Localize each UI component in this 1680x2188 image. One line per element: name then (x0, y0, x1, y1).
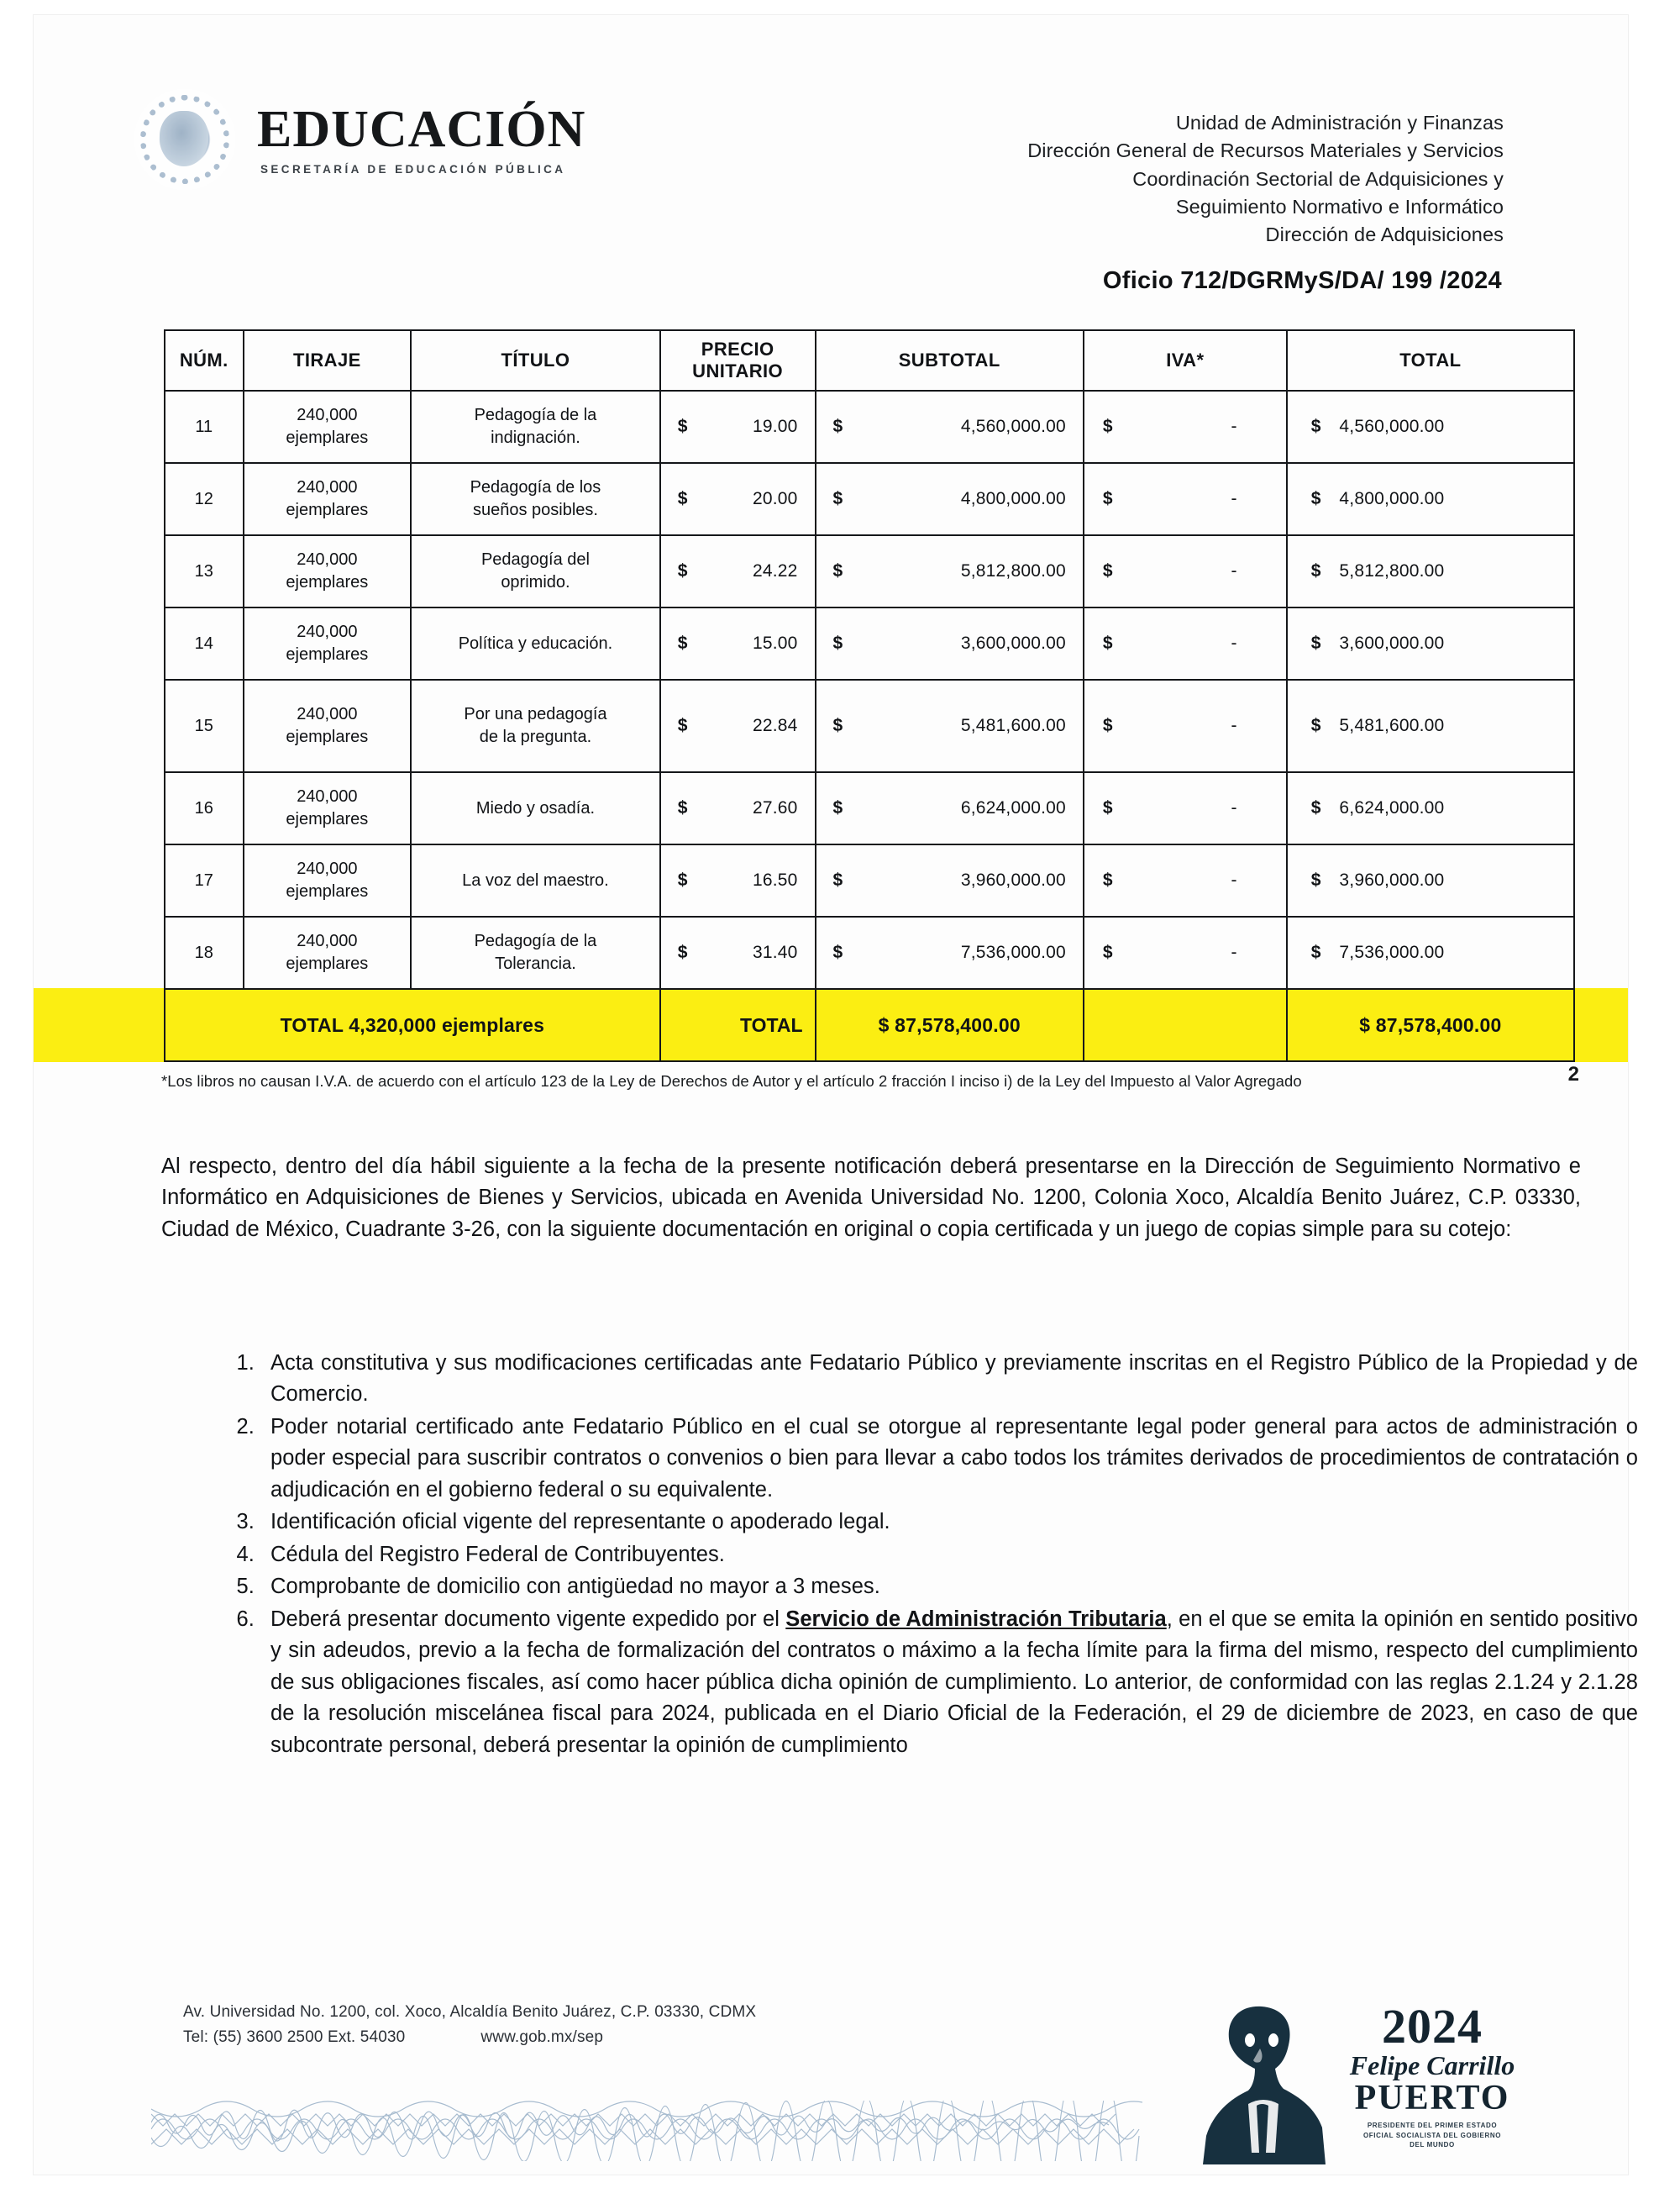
precio-value: 24.22 (752, 561, 798, 581)
sat-prefix: Deberá presentar documento vigente expedido por el (270, 1607, 786, 1631)
cell-titulo (411, 844, 660, 917)
totals-iva (1084, 989, 1287, 1061)
tiraje-qty: 240,000 (297, 406, 358, 424)
cell-num: 14 (165, 607, 244, 680)
cell-iva (1084, 607, 1287, 680)
iva-value: - (1231, 417, 1237, 436)
cell-subtotal (816, 844, 1084, 917)
currency-symbol: $ (677, 561, 688, 581)
tiraje-unit: ejemplares (286, 501, 369, 519)
cell-subtotal (816, 535, 1084, 607)
subtotal-value: 3,600,000.00 (960, 634, 1066, 653)
paper-sheet (34, 15, 1639, 2175)
unit-line-5: Dirección de Adquisiciones (1265, 224, 1504, 246)
cell-subtotal (816, 772, 1084, 844)
currency-symbol: $ (832, 634, 843, 653)
cell-precio-unitario (660, 772, 816, 844)
cell-iva (1084, 917, 1287, 989)
currency-symbol: $ (677, 716, 688, 735)
logo-name: Felipe Carrillo (1349, 2050, 1515, 2081)
cell-num: 18 (165, 917, 244, 989)
document-header (34, 66, 1628, 250)
titulo-line-1: Miedo y osadía. (475, 798, 596, 818)
currency-symbol: $ (1102, 634, 1113, 653)
cell-titulo (411, 917, 660, 989)
decorative-pattern-band (151, 2101, 1142, 2161)
cell-tiraje (244, 680, 412, 772)
cell-titulo (411, 391, 660, 463)
currency-symbol: $ (1310, 716, 1321, 735)
cell-titulo (411, 607, 660, 680)
table-row (165, 917, 1574, 989)
logo-tagline-line-1: PRESIDENTE DEL PRIMER ESTADO (1367, 2122, 1498, 2130)
cell-num: 11 (165, 391, 244, 463)
col-header-subtotal: SUBTOTAL (816, 330, 1084, 391)
list-item-sat (260, 1604, 1638, 1761)
unit-line-2: Dirección General de Recursos Materiales y Servicios (1027, 139, 1504, 162)
body-paragraph: Al respecto, dentro del día hábil siguiente a la fecha de la presente notificación deberá presentarse en la Dirección de Seguimiento Normativo e Informático en Adquisiciones de Bienes y Servicios, ubicada en Avenida Universidad No. 1200, Colonia Xoco, Alcaldía Benito Juárez, C.P. 03330, Ciudad de México, Cuadrante 3-26, con la siguiente documentación en original o copia certificada y un juego de copias simple para su cotejo: (161, 1154, 1581, 1241)
total-value: 5,481,600.00 (1339, 716, 1445, 735)
total-value: 6,624,000.00 (1339, 798, 1445, 818)
table-header-row (165, 330, 1574, 391)
cell-total (1287, 607, 1574, 680)
currency-symbol: $ (1310, 417, 1321, 436)
iva-value: - (1231, 870, 1237, 890)
cell-tiraje (244, 917, 412, 989)
precio-value: 31.40 (752, 943, 798, 962)
logo-tagline-line-2: OFICIAL SOCIALISTA DEL GOBIERNO (1362, 2131, 1502, 2139)
mexican-coat-of-arms-seal-icon (134, 89, 235, 190)
titulo-line-1: Pedagogía de los (470, 478, 601, 497)
iva-value: - (1231, 489, 1237, 508)
list-item: 1. Acta constitutiva y sus modificaciones certificadas ante Fedatario Público y previamente inscritas en el Registro Público de la Propiedad y de Comercio. (260, 1348, 1638, 1411)
precio-value: 19.00 (752, 417, 798, 436)
sep-branding (134, 89, 585, 190)
currency-symbol: $ (1310, 870, 1321, 890)
cell-iva (1084, 844, 1287, 917)
currency-symbol: $ (1102, 870, 1113, 890)
cell-iva (1084, 772, 1287, 844)
felipe-carrillo-portrait-icon (1201, 1996, 1327, 2164)
cell-tiraje (244, 391, 412, 463)
iva-value: - (1231, 798, 1237, 818)
cell-subtotal (816, 607, 1084, 680)
iva-value: - (1231, 561, 1237, 581)
cell-total (1287, 772, 1574, 844)
total-value: 3,600,000.00 (1339, 634, 1445, 653)
col-header-iva: IVA* (1084, 330, 1287, 391)
col-header-precio-unitario (660, 330, 816, 391)
titulo-line-1: Política y educación. (458, 634, 613, 653)
cell-tiraje (244, 772, 412, 844)
cell-total (1287, 463, 1574, 535)
iva-value: - (1231, 634, 1237, 653)
currency-symbol: $ (1102, 489, 1113, 508)
cell-total (1287, 680, 1574, 772)
logo-tagline-line-3: DEL MUNDO (1410, 2141, 1455, 2149)
footer-website[interactable]: www.gob.mx/sep (480, 2028, 604, 2047)
brand-title: EDUCACIÓN (257, 101, 586, 158)
cell-iva (1084, 463, 1287, 535)
table-row (165, 772, 1574, 844)
currency-symbol: $ (832, 417, 843, 436)
table-row (165, 680, 1574, 772)
titulo-line-2: de la pregunta. (479, 728, 592, 746)
subtotal-value: 6,624,000.00 (960, 798, 1066, 818)
titulo-line-1: Por una pedagogía (464, 705, 607, 723)
oficio-number: Oficio 712/DGRMyS/DA/ 199 /2024 (1102, 267, 1502, 294)
subtotal-value: 4,800,000.00 (960, 489, 1066, 508)
precio-line-2: UNITARIO (692, 360, 784, 381)
unit-line-1: Unidad de Administración y Finanzas (1175, 112, 1504, 134)
iva-value: - (1231, 943, 1237, 962)
titulo-line-1: Pedagogía del (480, 550, 590, 569)
table-row (165, 463, 1574, 535)
precio-value: 22.84 (752, 716, 798, 735)
currency-symbol: $ (1102, 716, 1113, 735)
unit-line-3: Coordinación Sectorial de Adquisiciones y (1132, 167, 1504, 190)
titulo-line-2: indignación. (491, 429, 580, 447)
currency-symbol: $ (677, 798, 688, 818)
currency-symbol: $ (1102, 798, 1113, 818)
table-row (165, 607, 1574, 680)
cell-num: 17 (165, 844, 244, 917)
totals-row (165, 989, 1574, 1061)
tiraje-qty: 240,000 (297, 705, 358, 723)
currency-symbol: $ (1102, 417, 1113, 436)
cell-precio-unitario (660, 463, 816, 535)
tiraje-unit: ejemplares (286, 573, 369, 592)
cell-subtotal (816, 463, 1084, 535)
cell-num: 16 (165, 772, 244, 844)
titulo-line-2: oprimido. (501, 573, 570, 592)
currency-symbol: $ (677, 943, 688, 962)
iva-value: - (1231, 716, 1237, 735)
totals-label: TOTAL 4,320,000 ejemplares (165, 989, 660, 1061)
currency-symbol: $ (677, 634, 688, 653)
list-item: 5. Comprobante de domicilio con antigüedad no mayor a 3 meses. (260, 1571, 1638, 1602)
currency-symbol: $ (1310, 489, 1321, 508)
titulo-line-2: sueños posibles. (472, 501, 598, 519)
cell-iva (1084, 391, 1287, 463)
cell-precio-unitario (660, 535, 816, 607)
sat-suffix: , en el que se emita la opinión en sentido positivo y sin adeudos, previo a la fecha de formalización del contratos o máximo a la fecha límite para la firma del mismo, respecto del cumplimiento de sus obligaciones fiscales, así como hacer pública dicha opinión de cumplimiento. Lo anterior, de conformidad con las reglas 2.1.24 y 2.1.28 de la resolución miscelánea fiscal para 2024, publicada en el Diario Oficial de la Federación, el 29 de diciembre de 2023, en caso de que subcontrate personal, deberá presentar la opinión de cumplimiento (270, 1607, 1639, 1757)
currency-symbol: $ (1310, 798, 1321, 818)
totals-total: $ 87,578,400.00 (1287, 989, 1574, 1061)
currency-symbol: $ (832, 489, 843, 508)
cell-total (1287, 917, 1574, 989)
subtotal-value: 7,536,000.00 (960, 943, 1066, 962)
cell-total (1287, 844, 1574, 917)
tiraje-qty: 240,000 (297, 860, 358, 878)
tiraje-qty: 240,000 (297, 550, 358, 569)
tiraje-qty: 240,000 (297, 623, 358, 641)
tiraje-qty: 240,000 (297, 478, 358, 497)
logo-year: 2024 (1382, 1999, 1483, 2054)
cell-tiraje (244, 607, 412, 680)
logo-text-block (1327, 1999, 1537, 2150)
items-table (164, 329, 1575, 1062)
cell-total (1287, 535, 1574, 607)
currency-symbol: $ (677, 417, 688, 436)
currency-symbol: $ (832, 870, 843, 890)
col-header-total: TOTAL (1287, 330, 1574, 391)
total-value: 4,560,000.00 (1339, 417, 1445, 436)
precio-value: 15.00 (752, 634, 798, 653)
precio-value: 20.00 (752, 489, 798, 508)
logo-surname: PUERTO (1354, 2079, 1510, 2118)
list-item: 2. Poder notarial certificado ante Fedatario Público en el cual se otorgue al representante legal poder general para actos de administración o poder especial para suscribir contratos o convenios o bien para llevar a cabo todos los trámites derivados de procedimientos de contratación o adjudicación en el gobierno federal o su equivalente. (260, 1412, 1638, 1506)
tiraje-unit: ejemplares (286, 882, 369, 901)
unit-line-4: Seguimiento Normativo e Informático (1175, 196, 1504, 218)
cell-num: 15 (165, 680, 244, 772)
felipe-carrillo-puerto-logo (1201, 1990, 1537, 2183)
currency-symbol: $ (832, 716, 843, 735)
brand-text-block (257, 103, 585, 176)
table-row (165, 844, 1574, 917)
cell-titulo (411, 772, 660, 844)
cell-tiraje (244, 535, 412, 607)
col-header-titulo: TÍTULO (411, 330, 660, 391)
issuing-unit-block (1027, 109, 1504, 250)
requirements-list (208, 1348, 1638, 1762)
currency-symbol: $ (1310, 561, 1321, 581)
items-table-wrapper (164, 329, 1575, 1062)
cell-num: 13 (165, 535, 244, 607)
cell-precio-unitario (660, 844, 816, 917)
currency-symbol: $ (1102, 943, 1113, 962)
table-body (165, 391, 1574, 1061)
cell-tiraje (244, 463, 412, 535)
subtotal-value: 5,481,600.00 (960, 716, 1066, 735)
cell-titulo (411, 535, 660, 607)
list-item: 4. Cédula del Registro Federal de Contribuyentes. (260, 1539, 1638, 1570)
totals-word: TOTAL (660, 989, 816, 1061)
currency-symbol: $ (832, 561, 843, 581)
cell-precio-unitario (660, 680, 816, 772)
col-header-tiraje: TIRAJE (244, 330, 412, 391)
currency-symbol: $ (832, 798, 843, 818)
cell-precio-unitario (660, 607, 816, 680)
currency-symbol: $ (1102, 561, 1113, 581)
cell-tiraje (244, 844, 412, 917)
currency-symbol: $ (832, 943, 843, 962)
tiraje-unit: ejemplares (286, 955, 369, 973)
currency-symbol: $ (1310, 634, 1321, 653)
totals-subtotal: $ 87,578,400.00 (816, 989, 1084, 1061)
iva-footnote: *Los libros no causan I.V.A. de acuerdo con el artículo 123 de la Ley de Derechos de Autor y el artículo 2 fracción I inciso i) de la Ley del Impuesto al Valor Agregado (161, 1072, 1302, 1090)
currency-symbol: $ (677, 870, 688, 890)
footer-phone: Tel: (55) 3600 2500 Ext. 54030 (183, 2028, 406, 2047)
cell-num: 12 (165, 463, 244, 535)
tiraje-unit: ejemplares (286, 728, 369, 746)
cell-total (1287, 391, 1574, 463)
col-header-num: NÚM. (165, 330, 244, 391)
cell-subtotal (816, 391, 1084, 463)
tiraje-unit: ejemplares (286, 645, 369, 664)
titulo-line-2: Tolerancia. (495, 955, 576, 973)
tiraje-qty: 240,000 (297, 787, 358, 806)
titulo-line-1: La voz del maestro. (462, 870, 609, 890)
cell-subtotal (816, 917, 1084, 989)
subtotal-value: 5,812,800.00 (960, 561, 1066, 581)
cell-titulo (411, 463, 660, 535)
total-value: 5,812,800.00 (1339, 561, 1445, 581)
table-row (165, 535, 1574, 607)
cell-titulo (411, 680, 660, 772)
currency-symbol: $ (1310, 943, 1321, 962)
list-item: 3. Identificación oficial vigente del representante o apoderado legal. (260, 1507, 1638, 1538)
subtotal-value: 4,560,000.00 (960, 417, 1066, 436)
table-row (165, 391, 1574, 463)
cell-subtotal (816, 680, 1084, 772)
total-value: 4,800,000.00 (1339, 489, 1445, 508)
footer-address-block (183, 2000, 756, 2051)
currency-symbol: $ (677, 489, 688, 508)
logo-tagline (1327, 2121, 1537, 2150)
tiraje-qty: 240,000 (297, 932, 358, 950)
titulo-line-1: Pedagogía de la (474, 406, 597, 424)
precio-value: 27.60 (752, 798, 798, 818)
page-number: 2 (1567, 1063, 1579, 1086)
cell-iva (1084, 680, 1287, 772)
tiraje-unit: ejemplares (286, 429, 369, 447)
precio-value: 16.50 (752, 870, 798, 890)
tiraje-unit: ejemplares (286, 810, 369, 828)
precio-line-1: PRECIO (701, 339, 774, 360)
footer-address: Av. Universidad No. 1200, col. Xoco, Alcaldía Benito Juárez, C.P. 03330, CDMX (183, 2003, 757, 2021)
total-value: 3,960,000.00 (1339, 870, 1445, 890)
sat-emphasis: Servicio de Administración Tributaria (785, 1607, 1167, 1631)
titulo-line-1: Pedagogía de la (474, 932, 597, 950)
cell-precio-unitario (660, 917, 816, 989)
total-value: 7,536,000.00 (1339, 943, 1445, 962)
cell-iva (1084, 535, 1287, 607)
cell-precio-unitario (660, 391, 816, 463)
brand-subtitle: SECRETARÍA DE EDUCACIÓN PÚBLICA (260, 163, 566, 176)
subtotal-value: 3,960,000.00 (960, 870, 1066, 890)
